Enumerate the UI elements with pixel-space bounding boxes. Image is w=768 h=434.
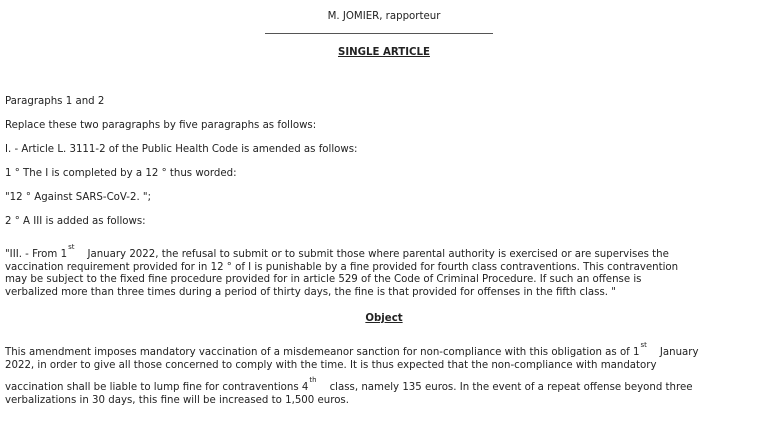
amendment-item-4: 2 ° A III is added as follows: <box>5 216 146 227</box>
object-line-1-end: January <box>659 347 699 358</box>
quoted-line-3: may be subject to the fixed fine procedure provided for in article 529 of the Code of Criminal Procedure. If such an offense is <box>5 274 642 285</box>
quoted-line-2: vaccination requirement provided for in 12 ° of I is punishable by a fine provided for fourth class contraventions. This contravention <box>5 261 679 273</box>
object-ordinal-st: st <box>640 341 647 349</box>
object-line-3-start: vaccination shall be liable to lump fine for contraventions 4 <box>5 382 309 393</box>
ordinal-superscript: st <box>68 243 75 251</box>
rapporteur-line: M. JOMIER, rapporteur <box>327 11 441 22</box>
object-line-3 <box>5 376 753 395</box>
amendment-item-2: 1 ° The I is completed by a 12 ° thus worded: <box>5 168 237 179</box>
quoted-line-1-end: January 2022, the refusal to submit or to submit those where parental authority is exercised or are supervises the <box>87 249 669 260</box>
quoted-line-1-start: "III. - From 1 <box>5 249 68 260</box>
object-line-1 <box>5 341 753 360</box>
article-title: SINGLE ARTICLE <box>338 47 430 58</box>
object-ordinal-th: th <box>309 376 317 384</box>
replace-instruction: Replace these two paragraphs by five paragraphs as follows: <box>5 120 317 131</box>
header-divider <box>265 33 493 34</box>
object-line-3-end: class, namely 135 euros. In the event of a repeat offense beyond three <box>329 382 693 393</box>
object-text-block <box>5 341 753 407</box>
object-line-2: 2022, in order to give all those concerned to comply with the time. It is thus expected that the non-compliance with mandatory <box>5 359 657 371</box>
paragraphs-reference: Paragraphs 1 and 2 <box>5 96 105 107</box>
quoted-line-4: verbalized more than three times during a period of thirty days, the fine is that provided for offenses in the fifth class. " <box>5 286 616 298</box>
amendment-item-1: I. - Article L. 3111-2 of the Public Health Code is amended as follows: <box>5 144 358 155</box>
object-line-1-start: This amendment imposes mandatory vaccination of a misdemeanor sanction for non-compliance with this obligation as of 1 <box>5 347 640 358</box>
amendment-item-3: "12 ° Against SARS-CoV-2. "; <box>5 192 152 203</box>
object-title: Object <box>365 313 403 324</box>
quoted-line-1 <box>5 243 753 262</box>
quoted-article-block <box>5 243 753 299</box>
object-line-4: verbalizations in 30 days, this fine will be increased to 1,500 euros. <box>5 394 349 406</box>
